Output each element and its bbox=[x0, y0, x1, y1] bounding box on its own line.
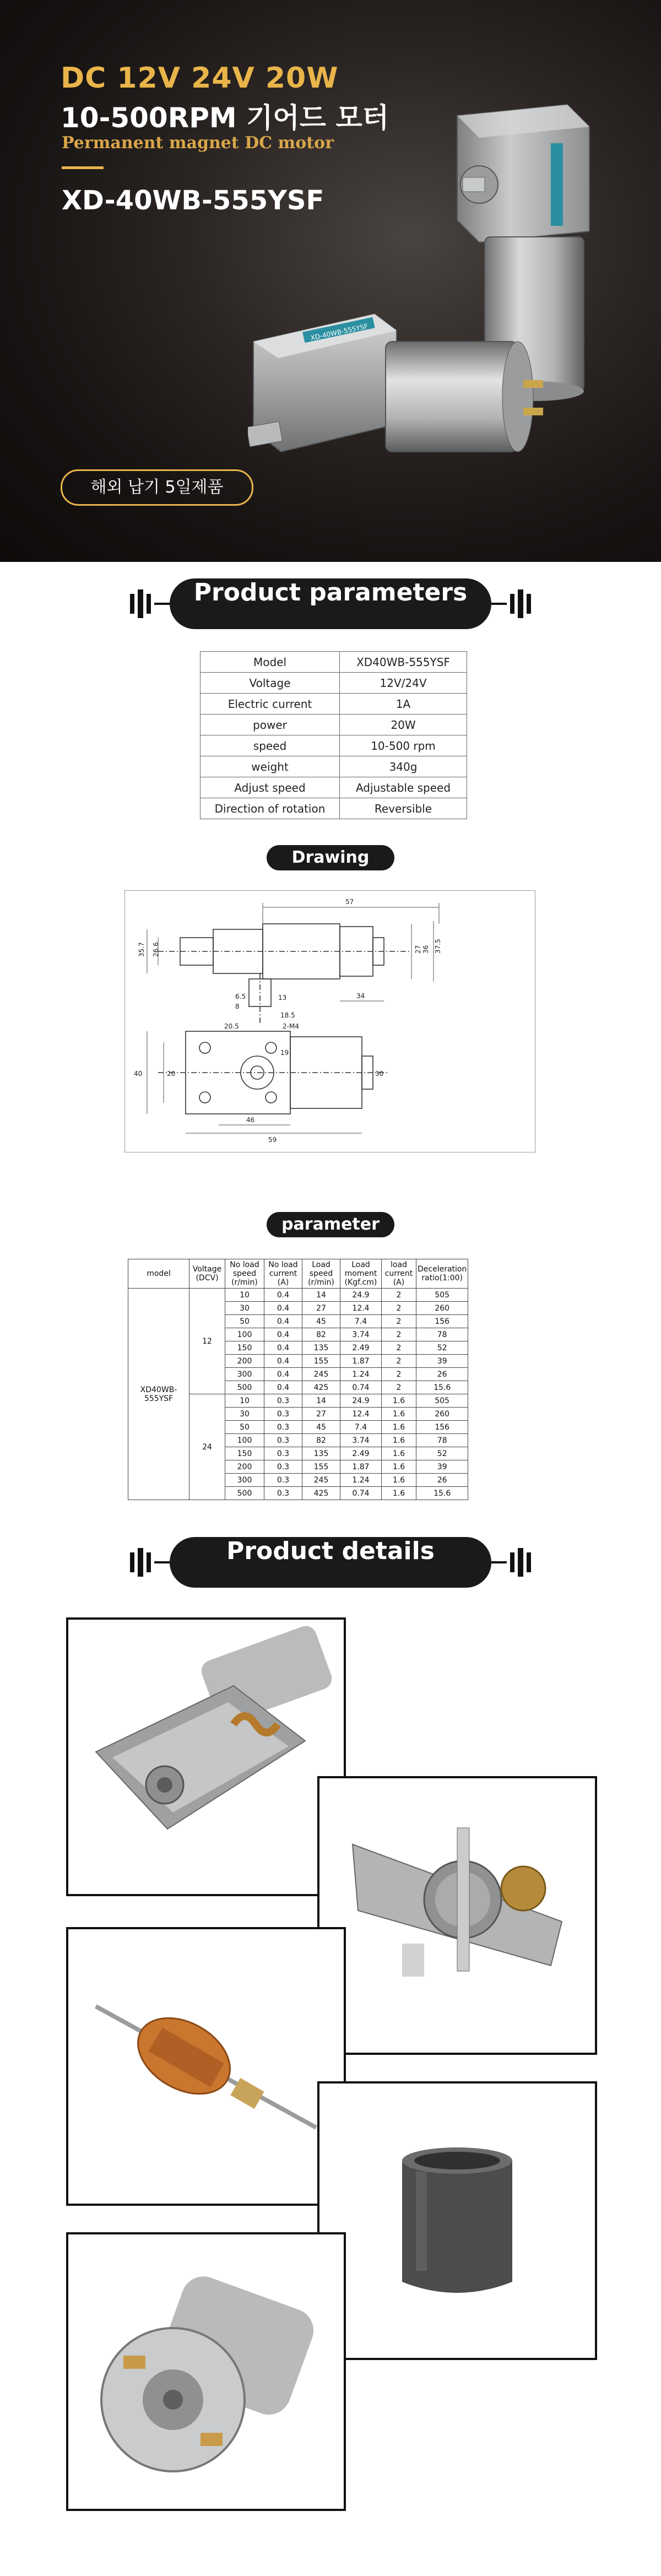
perf-cell: 2.49 bbox=[340, 1341, 382, 1355]
perf-cell: 0.3 bbox=[264, 1474, 302, 1487]
perf-header-cell: model bbox=[128, 1259, 189, 1289]
dim-label: 26.6 bbox=[152, 942, 160, 957]
perf-cell: 12.4 bbox=[340, 1408, 382, 1421]
parameters-table bbox=[200, 651, 467, 819]
param-row bbox=[201, 715, 467, 735]
param-value: 12V/24V bbox=[340, 673, 467, 694]
perf-cell: 0.4 bbox=[264, 1368, 302, 1381]
dim-label: 8 bbox=[235, 1003, 240, 1010]
perf-cell: 155 bbox=[302, 1355, 340, 1368]
section-title: Product details bbox=[226, 1537, 435, 1565]
perf-cell: 1.6 bbox=[382, 1421, 416, 1434]
dim-label: 35.7 bbox=[138, 942, 145, 957]
param-row bbox=[201, 777, 467, 798]
perf-cell: 425 bbox=[302, 1487, 340, 1500]
param-row bbox=[201, 673, 467, 694]
hero-title-line2: 10-500RPM 기어드 모터 bbox=[61, 102, 389, 134]
perf-cell: 30 bbox=[225, 1302, 264, 1315]
perf-cell: 245 bbox=[302, 1368, 340, 1381]
param-value: 340g bbox=[340, 756, 467, 777]
perf-cell: 0.4 bbox=[264, 1302, 302, 1315]
perf-cell: 7.4 bbox=[340, 1315, 382, 1328]
perf-cell: 52 bbox=[416, 1447, 468, 1460]
perf-cell: 505 bbox=[416, 1394, 468, 1408]
perf-cell: 505 bbox=[416, 1289, 468, 1302]
gearbox-housing-photo bbox=[66, 1617, 346, 1896]
param-key: speed bbox=[201, 735, 340, 756]
perf-cell: 2 bbox=[382, 1381, 416, 1394]
param-value: 20W bbox=[340, 715, 467, 735]
dim-label: 20 bbox=[167, 1070, 176, 1078]
perf-cell: 2 bbox=[382, 1289, 416, 1302]
perf-cell: 30 bbox=[225, 1408, 264, 1421]
perf-cell: 24.9 bbox=[340, 1394, 382, 1408]
perf-cell: 2 bbox=[382, 1302, 416, 1315]
perf-cell: 300 bbox=[225, 1368, 264, 1381]
param-value: 10-500 rpm bbox=[340, 735, 467, 756]
param-row bbox=[201, 798, 467, 819]
dim-label: 34 bbox=[356, 992, 365, 1000]
dim-label: 6.5 bbox=[235, 993, 246, 1000]
dim-label: 46 bbox=[246, 1116, 255, 1124]
perf-cell: 26 bbox=[416, 1474, 468, 1487]
perf-voltage-cell: 12 bbox=[189, 1289, 225, 1394]
perf-cell: 500 bbox=[225, 1487, 264, 1500]
perf-cell: 1.24 bbox=[340, 1368, 382, 1381]
perf-cell: 0.4 bbox=[264, 1328, 302, 1341]
performance-label: parameter bbox=[267, 1212, 394, 1237]
perf-cell: 0.3 bbox=[264, 1394, 302, 1408]
product-parameters-header bbox=[130, 578, 531, 629]
param-key: Electric current bbox=[201, 694, 340, 715]
perf-header-cell: No load speed (r/min) bbox=[225, 1259, 264, 1289]
perf-cell: 1.87 bbox=[340, 1460, 382, 1474]
perf-cell: 10 bbox=[225, 1394, 264, 1408]
perf-cell: 1.6 bbox=[382, 1487, 416, 1500]
param-value: Reversible bbox=[340, 798, 467, 819]
perf-cell: 0.3 bbox=[264, 1421, 302, 1434]
gear-assembly-photo bbox=[317, 1776, 597, 2055]
perf-model-cell: XD40WB-555YSF bbox=[128, 1289, 189, 1500]
perf-cell: 135 bbox=[302, 1447, 340, 1460]
perf-cell: 82 bbox=[302, 1328, 340, 1341]
perf-cell: 425 bbox=[302, 1381, 340, 1394]
perf-header-cell: Voltage (DCV) bbox=[189, 1259, 225, 1289]
perf-cell: 300 bbox=[225, 1474, 264, 1487]
perf-cell: 200 bbox=[225, 1355, 264, 1368]
dim-label: 2-M4 bbox=[283, 1022, 299, 1030]
dim-label: 20.5 bbox=[224, 1022, 239, 1030]
param-row bbox=[201, 694, 467, 715]
perf-header-cell: load current (A) bbox=[382, 1259, 416, 1289]
param-key: Direction of rotation bbox=[201, 798, 340, 819]
dim-label: 18.5 bbox=[280, 1011, 295, 1019]
dim-label: 30 bbox=[375, 1070, 384, 1078]
perf-cell: 2 bbox=[382, 1328, 416, 1341]
perf-cell: 155 bbox=[302, 1460, 340, 1474]
param-row bbox=[201, 652, 467, 673]
perf-cell: 78 bbox=[416, 1328, 468, 1341]
perf-voltage-cell: 24 bbox=[189, 1394, 225, 1500]
perf-cell: 45 bbox=[302, 1421, 340, 1434]
perf-cell: 245 bbox=[302, 1474, 340, 1487]
perf-cell: 0.3 bbox=[264, 1460, 302, 1474]
perf-header-cell: Deceleration ratio(1:00) bbox=[416, 1259, 468, 1289]
perf-cell: 2 bbox=[382, 1355, 416, 1368]
dim-label: 57 bbox=[345, 898, 354, 906]
perf-cell: 27 bbox=[302, 1302, 340, 1315]
dim-label: 59 bbox=[268, 1136, 277, 1144]
param-row bbox=[201, 756, 467, 777]
perf-cell: 150 bbox=[225, 1341, 264, 1355]
perf-cell: 260 bbox=[416, 1302, 468, 1315]
perf-cell: 15.6 bbox=[416, 1487, 468, 1500]
perf-cell: 156 bbox=[416, 1315, 468, 1328]
perf-cell: 3.74 bbox=[340, 1328, 382, 1341]
section-title: Product parameters bbox=[193, 578, 468, 607]
perf-row bbox=[128, 1289, 468, 1302]
perf-cell: 150 bbox=[225, 1447, 264, 1460]
param-row bbox=[201, 735, 467, 756]
perf-cell: 14 bbox=[302, 1289, 340, 1302]
perf-cell: 50 bbox=[225, 1421, 264, 1434]
motor-label: XD-40WB-555YSF bbox=[310, 322, 369, 342]
perf-cell: 12.4 bbox=[340, 1302, 382, 1315]
magnet-sleeve-photo bbox=[317, 2081, 597, 2360]
hero-divider bbox=[62, 166, 104, 169]
motor-end-cap-photo bbox=[66, 2232, 346, 2511]
hero-banner bbox=[0, 0, 661, 562]
perf-cell: 3.74 bbox=[340, 1434, 382, 1447]
dim-label: 36 bbox=[422, 945, 430, 954]
perf-cell: 2 bbox=[382, 1368, 416, 1381]
perf-cell: 82 bbox=[302, 1434, 340, 1447]
armature-rotor-photo bbox=[66, 1927, 346, 2206]
perf-cell: 52 bbox=[416, 1341, 468, 1355]
perf-cell: 39 bbox=[416, 1355, 468, 1368]
perf-cell: 2 bbox=[382, 1341, 416, 1355]
perf-cell: 15.6 bbox=[416, 1381, 468, 1394]
perf-cell: 1.24 bbox=[340, 1474, 382, 1487]
hero-title-line1: DC 12V 24V 20W bbox=[61, 62, 339, 95]
perf-cell: 100 bbox=[225, 1434, 264, 1447]
perf-cell: 1.87 bbox=[340, 1355, 382, 1368]
perf-cell: 135 bbox=[302, 1341, 340, 1355]
perf-cell: 0.3 bbox=[264, 1408, 302, 1421]
perf-cell: 39 bbox=[416, 1460, 468, 1474]
perf-cell: 0.4 bbox=[264, 1315, 302, 1328]
param-key: Adjust speed bbox=[201, 777, 340, 798]
param-key: Model bbox=[201, 652, 340, 673]
perf-cell: 0.74 bbox=[340, 1487, 382, 1500]
dim-label: 40 bbox=[134, 1070, 143, 1078]
dim-label: 27 bbox=[414, 945, 422, 954]
dim-label: 19 bbox=[280, 1049, 289, 1057]
param-key: power bbox=[201, 715, 340, 735]
param-value: 1A bbox=[340, 694, 467, 715]
perf-cell: 14 bbox=[302, 1394, 340, 1408]
perf-cell: 27 bbox=[302, 1408, 340, 1421]
perf-cell: 1.6 bbox=[382, 1474, 416, 1487]
perf-cell: 1.6 bbox=[382, 1460, 416, 1474]
perf-cell: 1.6 bbox=[382, 1408, 416, 1421]
dimension-drawing bbox=[124, 890, 535, 1152]
perf-cell: 2 bbox=[382, 1315, 416, 1328]
perf-header-cell: Load moment (Kgf.cm) bbox=[340, 1259, 382, 1289]
performance-table bbox=[128, 1259, 468, 1500]
perf-cell: 2.49 bbox=[340, 1447, 382, 1460]
perf-cell: 78 bbox=[416, 1434, 468, 1447]
param-key: weight bbox=[201, 756, 340, 777]
product-details-header bbox=[130, 1537, 531, 1588]
param-value: XD40WB-555YSF bbox=[340, 652, 467, 673]
perf-cell: 0.4 bbox=[264, 1355, 302, 1368]
perf-cell: 45 bbox=[302, 1315, 340, 1328]
perf-cell: 1.6 bbox=[382, 1434, 416, 1447]
perf-cell: 260 bbox=[416, 1408, 468, 1421]
perf-cell: 0.4 bbox=[264, 1341, 302, 1355]
perf-header-cell: No load current (A) bbox=[264, 1259, 302, 1289]
dim-label: 37.5 bbox=[434, 939, 442, 954]
perf-cell: 1.6 bbox=[382, 1447, 416, 1460]
perf-cell: 0.4 bbox=[264, 1381, 302, 1394]
perf-cell: 0.74 bbox=[340, 1381, 382, 1394]
param-value: Adjustable speed bbox=[340, 777, 467, 798]
perf-cell: 26 bbox=[416, 1368, 468, 1381]
perf-cell: 0.3 bbox=[264, 1434, 302, 1447]
perf-cell: 100 bbox=[225, 1328, 264, 1341]
perf-cell: 10 bbox=[225, 1289, 264, 1302]
perf-cell: 0.4 bbox=[264, 1289, 302, 1302]
perf-cell: 24.9 bbox=[340, 1289, 382, 1302]
perf-header-cell: Load speed (r/min) bbox=[302, 1259, 340, 1289]
perf-cell: 200 bbox=[225, 1460, 264, 1474]
perf-cell: 50 bbox=[225, 1315, 264, 1328]
perf-cell: 500 bbox=[225, 1381, 264, 1394]
perf-cell: 0.3 bbox=[264, 1447, 302, 1460]
drawing-label: Drawing bbox=[267, 845, 394, 870]
perf-cell: 0.3 bbox=[264, 1487, 302, 1500]
dim-label: 13 bbox=[278, 994, 287, 1002]
perf-cell: 156 bbox=[416, 1421, 468, 1434]
perf-cell: 7.4 bbox=[340, 1421, 382, 1434]
motor-image-front bbox=[248, 297, 578, 496]
perf-cell: 1.6 bbox=[382, 1394, 416, 1408]
delivery-badge: 해외 납기 5일제품 bbox=[61, 469, 253, 506]
param-key: Voltage bbox=[201, 673, 340, 694]
hero-model: XD-40WB-555YSF bbox=[62, 185, 324, 216]
hero-subtitle: Permanent magnet DC motor bbox=[62, 133, 334, 153]
